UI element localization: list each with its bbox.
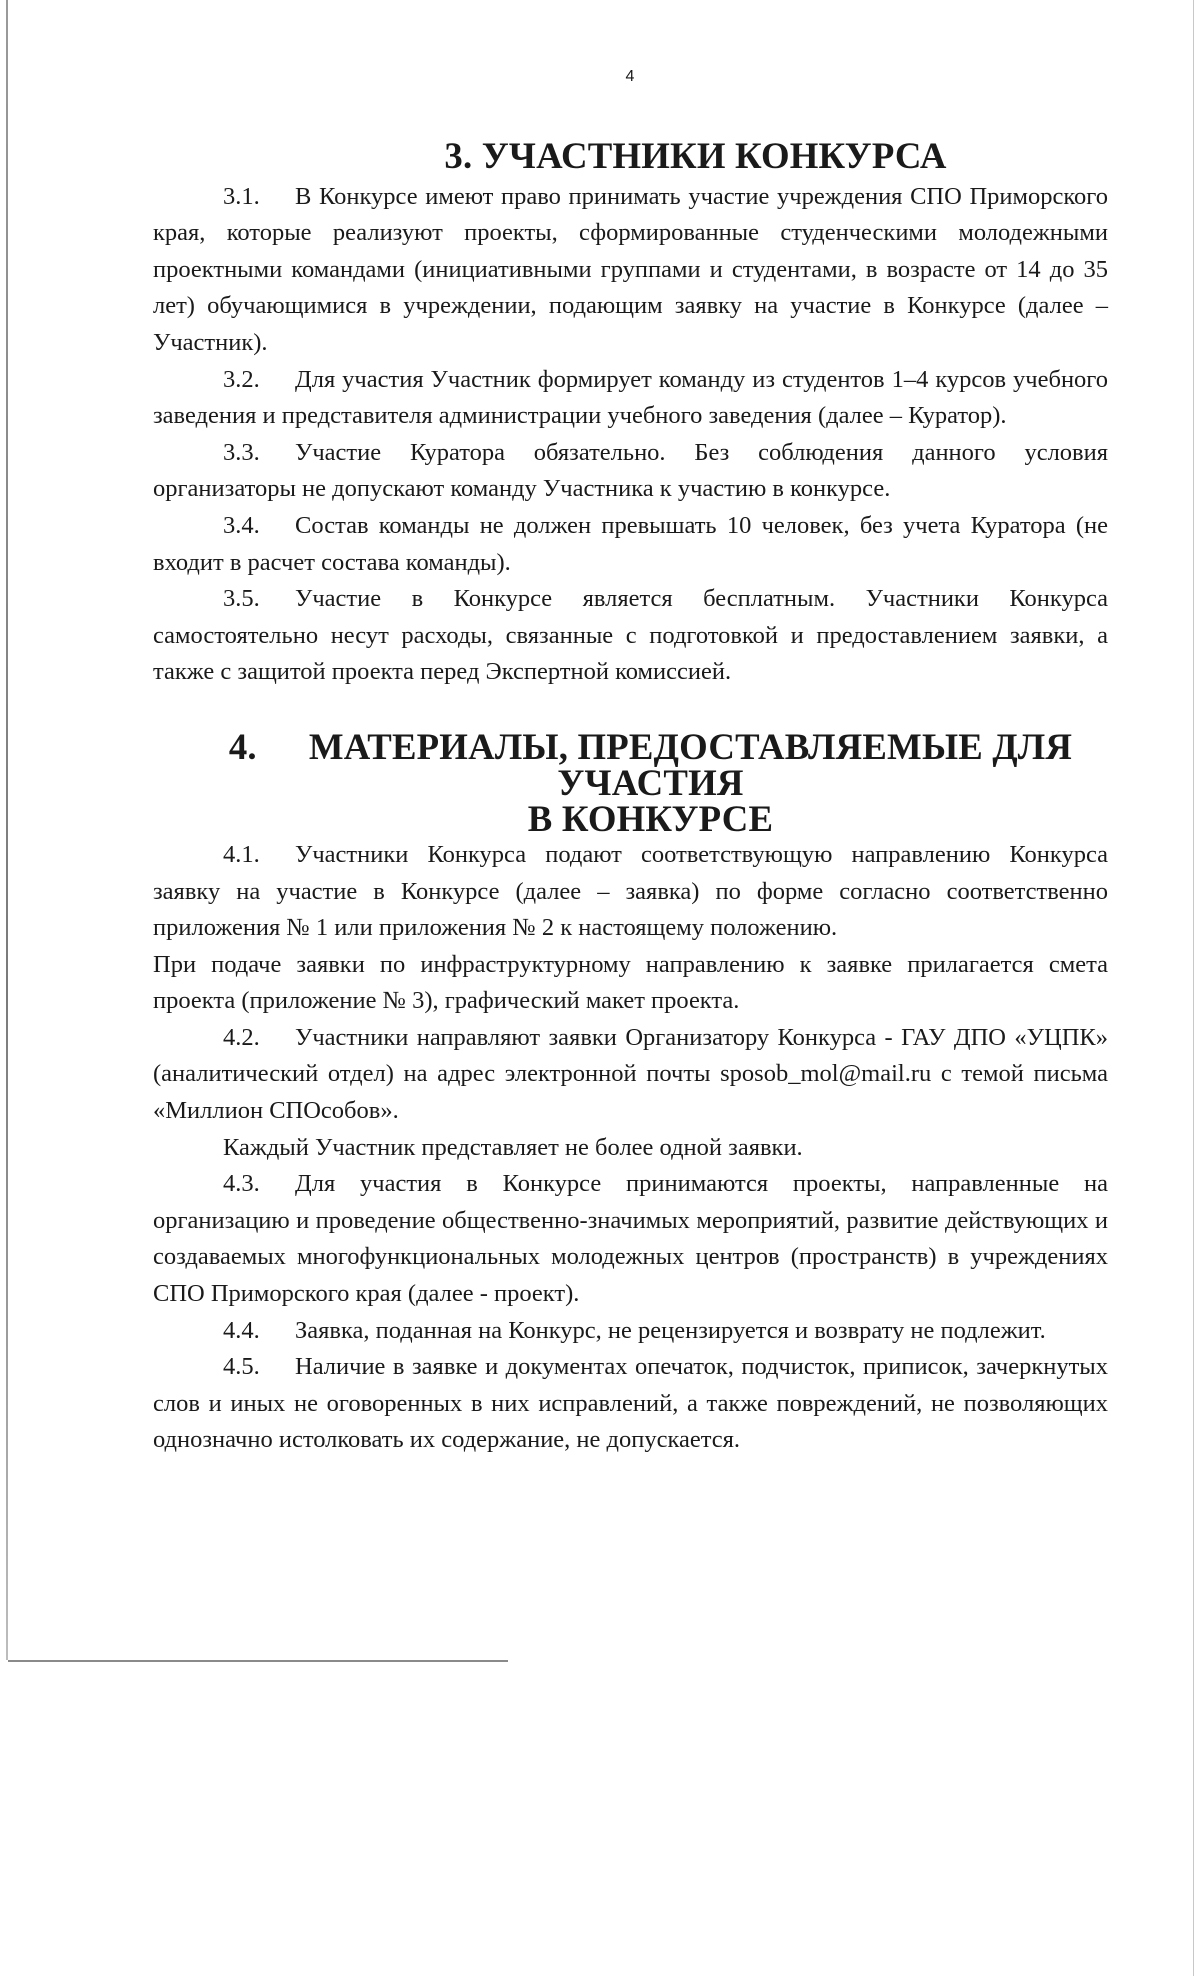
scan-edge-right	[1193, 0, 1194, 1976]
paragraph-text: Для участия в Конкурсе принимаются проекты, направленные на организацию и проведение общественно-значимых мероприятий, развитие действующих и создаваемых многофункциональных молодежных центров (пространств) в учреждениях СПО Приморского края (далее - проект).	[153, 1170, 1108, 1308]
paragraph-text: Для участия Участник формирует команду из студентов 1–4 курсов учебного заведения и представителя администрации учебного заведения (далее – Куратор).	[153, 365, 1108, 430]
paragraph-number: 4.2.	[223, 1023, 260, 1051]
paragraph-3-3	[153, 435, 1108, 508]
section-4-title-line-2: В КОНКУРСЕ	[527, 797, 774, 839]
paragraph-4-4	[153, 1313, 1108, 1350]
paragraph-text: Участие в Конкурсе является бесплатным. Участники Конкурса самостоятельно несут расходы, связанные с подготовкой и предоставлением заявки, а также с защитой проекта перед Экспертной комиссией.	[153, 585, 1108, 686]
paragraph-number: 4.3.	[223, 1170, 260, 1198]
paragraph-text: В Конкурсе имеют право принимать участие учреждения СПО Приморского края, которые реализуют проекты, сформированные студенческими молодежными проектными командами (инициативными группами и студентами, в возрасте от 14 до 35 лет) обучающимися в учреждении, подающим заявку на участие в Конкурсе (далее – Участник).	[153, 182, 1108, 356]
paragraph-text: Состав команды не должен превышать 10 человек, без учета Куратора (не входит в расчет состава команды).	[153, 511, 1108, 576]
paragraph-number: 3.4.	[223, 511, 260, 539]
paragraph-text: Заявка, поданная на Конкурс, не рецензируется и возврату не подлежит.	[295, 1316, 1046, 1344]
paragraph-number: 3.3.	[223, 438, 260, 466]
paragraph-number: 4.1.	[223, 840, 260, 868]
paragraph-number: 4.5.	[223, 1353, 260, 1381]
paragraph-text: Участники Конкурса подают соответствующую направлению Конкурса заявку на участие в Конкурсе (далее – заявка) по форме согласно соответственно приложения № 1 или приложения № 2 к настоящему положению.	[153, 840, 1108, 942]
section-3-title: 3. УЧАСТНИКИ КОНКУРСА	[444, 135, 947, 176]
section-4-title	[153, 725, 1108, 839]
paragraph-3-4	[153, 508, 1108, 581]
paragraph-3-5	[153, 581, 1108, 691]
document-body	[153, 135, 1108, 1459]
paragraph-4-1-continuation: При подаче заявки по инфраструктурному направлению к заявке прилагается смета проекта (приложение № 3), графический макет проекта.	[153, 950, 1108, 1015]
scan-edge-left	[6, 0, 8, 1660]
paragraph-4-3	[153, 1166, 1108, 1312]
paragraph-4-1	[153, 837, 1108, 947]
paragraph-number: 3.1.	[223, 182, 260, 210]
section-4-title-line-1: МАТЕРИАЛЫ, ПРЕДОСТАВЛЯЕМЫЕ ДЛЯ УЧАСТИЯ	[308, 725, 1073, 803]
section-4-number: 4.	[228, 725, 257, 767]
paragraph-number: 4.4.	[223, 1316, 260, 1344]
page-number: 4	[625, 68, 635, 85]
paragraph-3-2	[153, 362, 1108, 435]
scan-edge-bottom	[8, 1660, 508, 1662]
paragraph-text: Участники направляют заявки Организатору Конкурса - ГАУ ДПО «УЦПК» (аналитический отдел) на адрес электронной почты sposob_mol@mail.ru с темой письма «Миллион СПОсобов».	[153, 1023, 1108, 1125]
paragraph-text: Наличие в заявке и документах опечаток, подчисток, приписок, зачеркнутых слов и иных не оговоренных в них исправлений, а также повреждений, не позволяющих однозначно истолковать их содержание, не допускается.	[153, 1353, 1108, 1454]
paragraph-3-1	[153, 179, 1108, 362]
paragraph-number: 3.2.	[223, 365, 260, 393]
paragraph-number: 3.5.	[223, 585, 260, 613]
paragraph-4-2-continuation: Каждый Участник представляет не более одной заявки.	[223, 1133, 803, 1161]
paragraph-4-5	[153, 1349, 1108, 1459]
paragraph-text: Участие Куратора обязательно. Без соблюдения данного условия организаторы не допускают команду Участника к участию в конкурсе.	[153, 438, 1108, 503]
paragraph-4-2	[153, 1020, 1108, 1130]
